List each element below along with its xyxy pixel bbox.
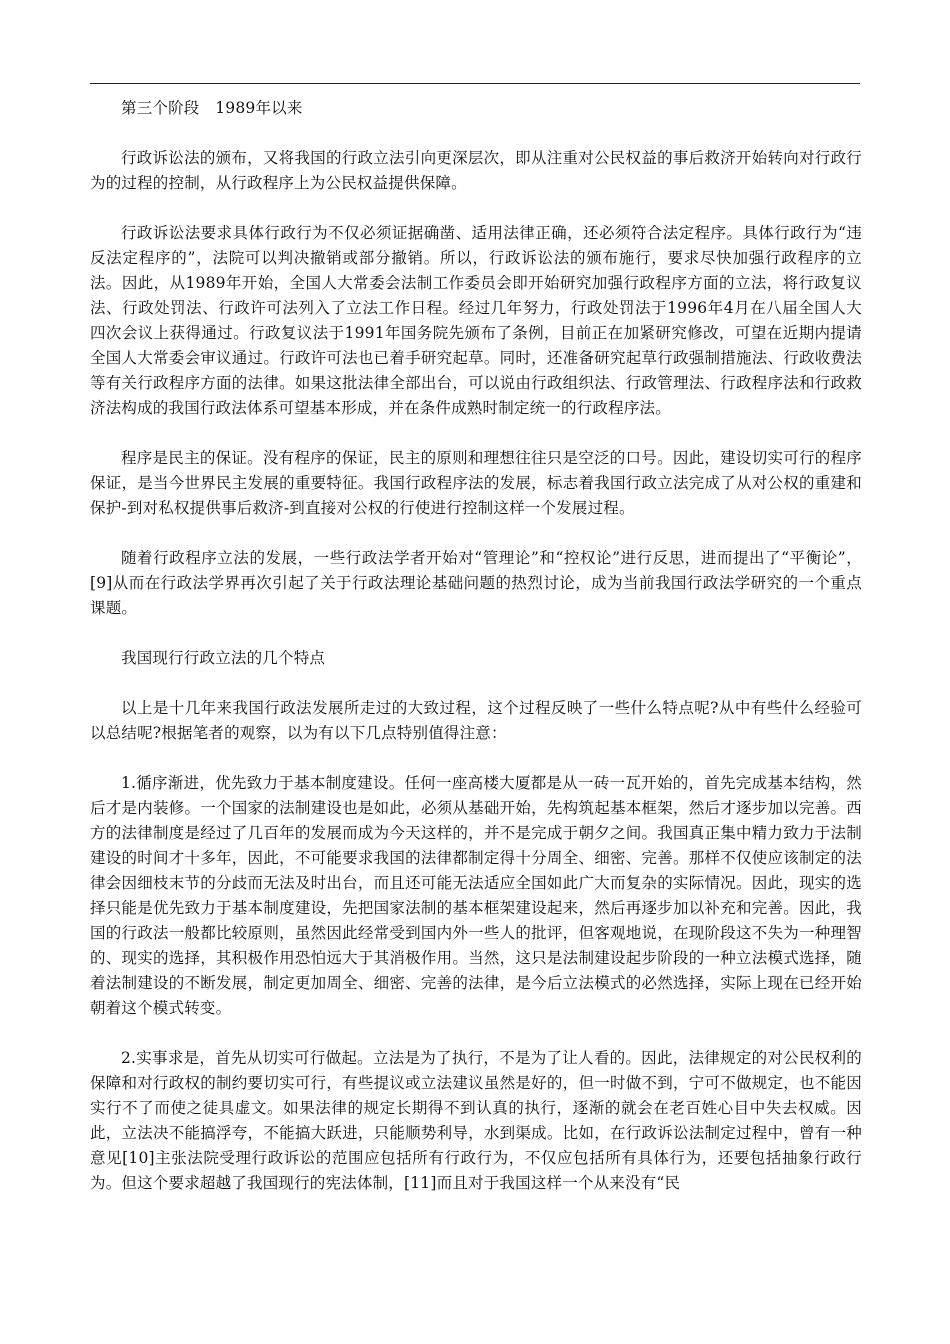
paragraph: 程序是民主的保证。没有程序的保证，民主的原则和理想往往只是空泛的口号。因此，建设切实可行的程序保证，是当今世界民主发展的重要特征。我国行政程序法的发展，标志着我国行政立法完成了从对公权的重建和保护-到对私权提供事后救济-到直接对公权的行使进行控制这样一个发展过程。: [90, 449, 862, 517]
document-body: [90, 96, 862, 1221]
paragraph: 1.循序渐进，优先致力于基本制度建设。任何一座高楼大厦都是从一砖一瓦开始的，首先完成基本结构，然后才是内装修。一个国家的法制建设也是如此，必须从基础开始，先构筑起基本框架，然后才逐步加以完善。西方的法律制度是经过了几百年的发展而成为今天这样的，并不是完成于朝夕之间。我国真正集中精力致力于法制建设的时间才十多年，因此，不可能要求我国的法律都制定得十分周全、细密、完善。那样不仅使应该制定的法律会因细枝末节的分歧而无法及时出台，而且还可能无法适应全国如此广大而复杂的实际情况。因此，现实的选择只能是优先致力于基本制度建设，先把国家法制的基本框架建设起来，然后再逐步加以补充和完善。因此，我国的行政法一般都比较原则，虽然因此经常受到国内外一些人的批评，但客观地说，在现阶段这不失为一种理智的、现实的选择，其积极作用恐怕远大于其消极作用。当然，这只是法制建设起步阶段的一种立法模式选择，随着法制建设的不断发展，制定更加周全、细密、完善的法律，是今后立法模式的必然选择，实际上现在已经开始朝着这个模式转变。: [90, 774, 862, 1017]
stage-heading: 第三个阶段 1989年以来: [121, 99, 303, 117]
paragraph: 行政诉讼法的颁布，又将我国的行政立法引向更深层次，即从注重对公民权益的事后救济开始转向对行政行为的过程的控制，从行政程序上为公民权益提供保障。: [90, 149, 862, 192]
paragraph: 2.实事求是，首先从切实可行做起。立法是为了执行，不是为了让人看的。因此，法律规定的对公民权利的保障和对行政权的制约要切实可行，有些提议或立法建议虽然是好的，但一时做不到，宁可不做规定，也不能因实行不了而使之徒具虚文。如果法律的规定长期得不到认真的执行，逐渐的就会在老百姓心目中失去权威。因此，立法决不能搞浮夸，不能搞大跃进，只能顺势利导，水到渠成。比如，在行政诉讼法制定过程中，曾有一种意见[10]主张法院受理行政诉讼的范围应包括所有行政行为，不仅应包括所有具体行为，还要包括抽象行政行为。但这个要求超越了我国现行的宪法体制，[11]而且对于我国这样一个从来没有“民: [90, 1049, 862, 1192]
paragraph: 行政诉讼法要求具体行政行为不仅必须证据确凿、适用法律正确，还必须符合法定程序。具体行政行为“违反法定程序的”，法院可以判决撤销或部分撤销。所以，行政诉讼法的颁布施行，要求尽快加强行政程序的立法。因此，从1989年开始，全国人大常委会法制工作委员会即开始研究加强行政程序方面的立法，将行政复议法、行政处罚法、行政许可法列入了立法工作日程。经过几年努力，行政处罚法于1996年4月在八届全国人大四次会议上获得通过。行政复议法于1991年国务院先颁布了条例，目前正在加紧研究修改，可望在近期内提请全国人大常委会审议通过。行政许可法也已着手研究起草。同时，还准备研究起草行政强制措施法、行政收费法等有关行政程序方面的法律。如果这批法律全部出台，可以说由行政组织法、行政管理法、行政程序法和行政救济法构成的我国行政法体系可望基本形成，并在条件成熟时制定统一的行政程序法。: [90, 224, 862, 417]
paragraph: 以上是十几年来我国行政法发展所走过的大致过程，这个过程反映了一些什么特点呢?从中有些什么经验可以总结呢?根据笔者的观察，以为有以下几点特别值得注意：: [90, 699, 862, 742]
header-rule: [90, 83, 860, 84]
section-heading: 我国现行行政立法的几个特点: [121, 649, 326, 667]
paragraph: 随着行政程序立法的发展，一些行政法学者开始对“管理论”和“控权论”进行反思，进而提出了“平衡论”，[9]从而在行政法学界再次引起了关于行政法理论基础问题的热烈讨论，成为当前我国行政法学研究的一个重点课题。: [90, 549, 862, 617]
